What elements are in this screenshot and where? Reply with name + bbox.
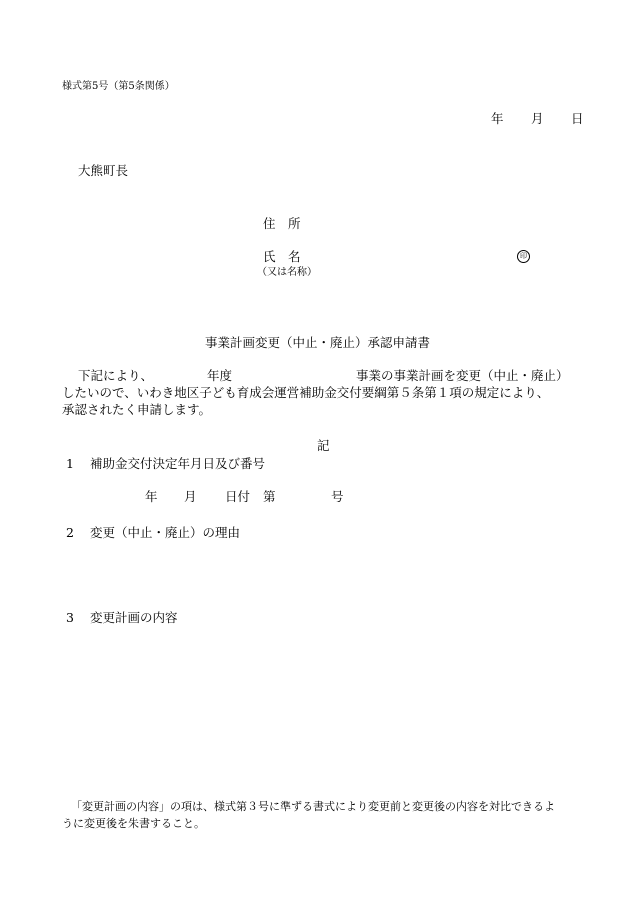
date-month: 月 xyxy=(531,111,544,126)
detail-month: 月 xyxy=(184,489,197,504)
item-label: 補助金交付決定年月日及び番号 xyxy=(90,456,266,471)
form-number: 様式第5号（第5条関係） xyxy=(62,81,175,92)
date-year: 年 xyxy=(491,111,504,126)
body-line2: したいので、いわき地区子ども育成会運営補助金交付要綱第５条第１項の規定により、 xyxy=(62,385,550,400)
body-line3: 承認されたく申請します。 xyxy=(62,402,212,417)
item-number: 3 xyxy=(66,610,74,625)
item-label: 変更（中止・廃止）の理由 xyxy=(90,525,241,540)
detail-year: 年 xyxy=(145,489,158,504)
footnote-line1: 「変更計画の内容」の項は、様式第３号に準ずる書式により変更前と変更後の内容を対比できるよ xyxy=(71,800,555,813)
item-label: 変更計画の内容 xyxy=(90,610,178,625)
detail-go: 号 xyxy=(331,489,344,504)
detail-dai: 第 xyxy=(263,489,276,504)
address-label: 住 所 xyxy=(263,216,301,231)
item-number: 2 xyxy=(66,525,74,540)
item-number: 1 xyxy=(66,456,74,471)
ki-heading: 記 xyxy=(317,438,330,453)
document-title: 事業計画変更（中止・廃止）承認申請書 xyxy=(205,335,431,350)
detail-day-suffix: 日付 xyxy=(225,489,251,504)
body-line1-a: 下記により、 xyxy=(78,368,154,383)
name-sub-label: （又は名称） xyxy=(257,267,317,278)
name-label: 氏 名 xyxy=(263,249,301,264)
body-line1-c: 事業の事業計画を変更（中止・廃止） xyxy=(356,368,569,383)
date-day: 日 xyxy=(571,111,584,126)
footnote-line2: うに変更後を朱書すること。 xyxy=(62,817,205,830)
body-line1-b: 年度 xyxy=(207,368,233,383)
seal-mark: 印 xyxy=(517,250,530,263)
addressee: 大熊町長 xyxy=(78,163,129,178)
